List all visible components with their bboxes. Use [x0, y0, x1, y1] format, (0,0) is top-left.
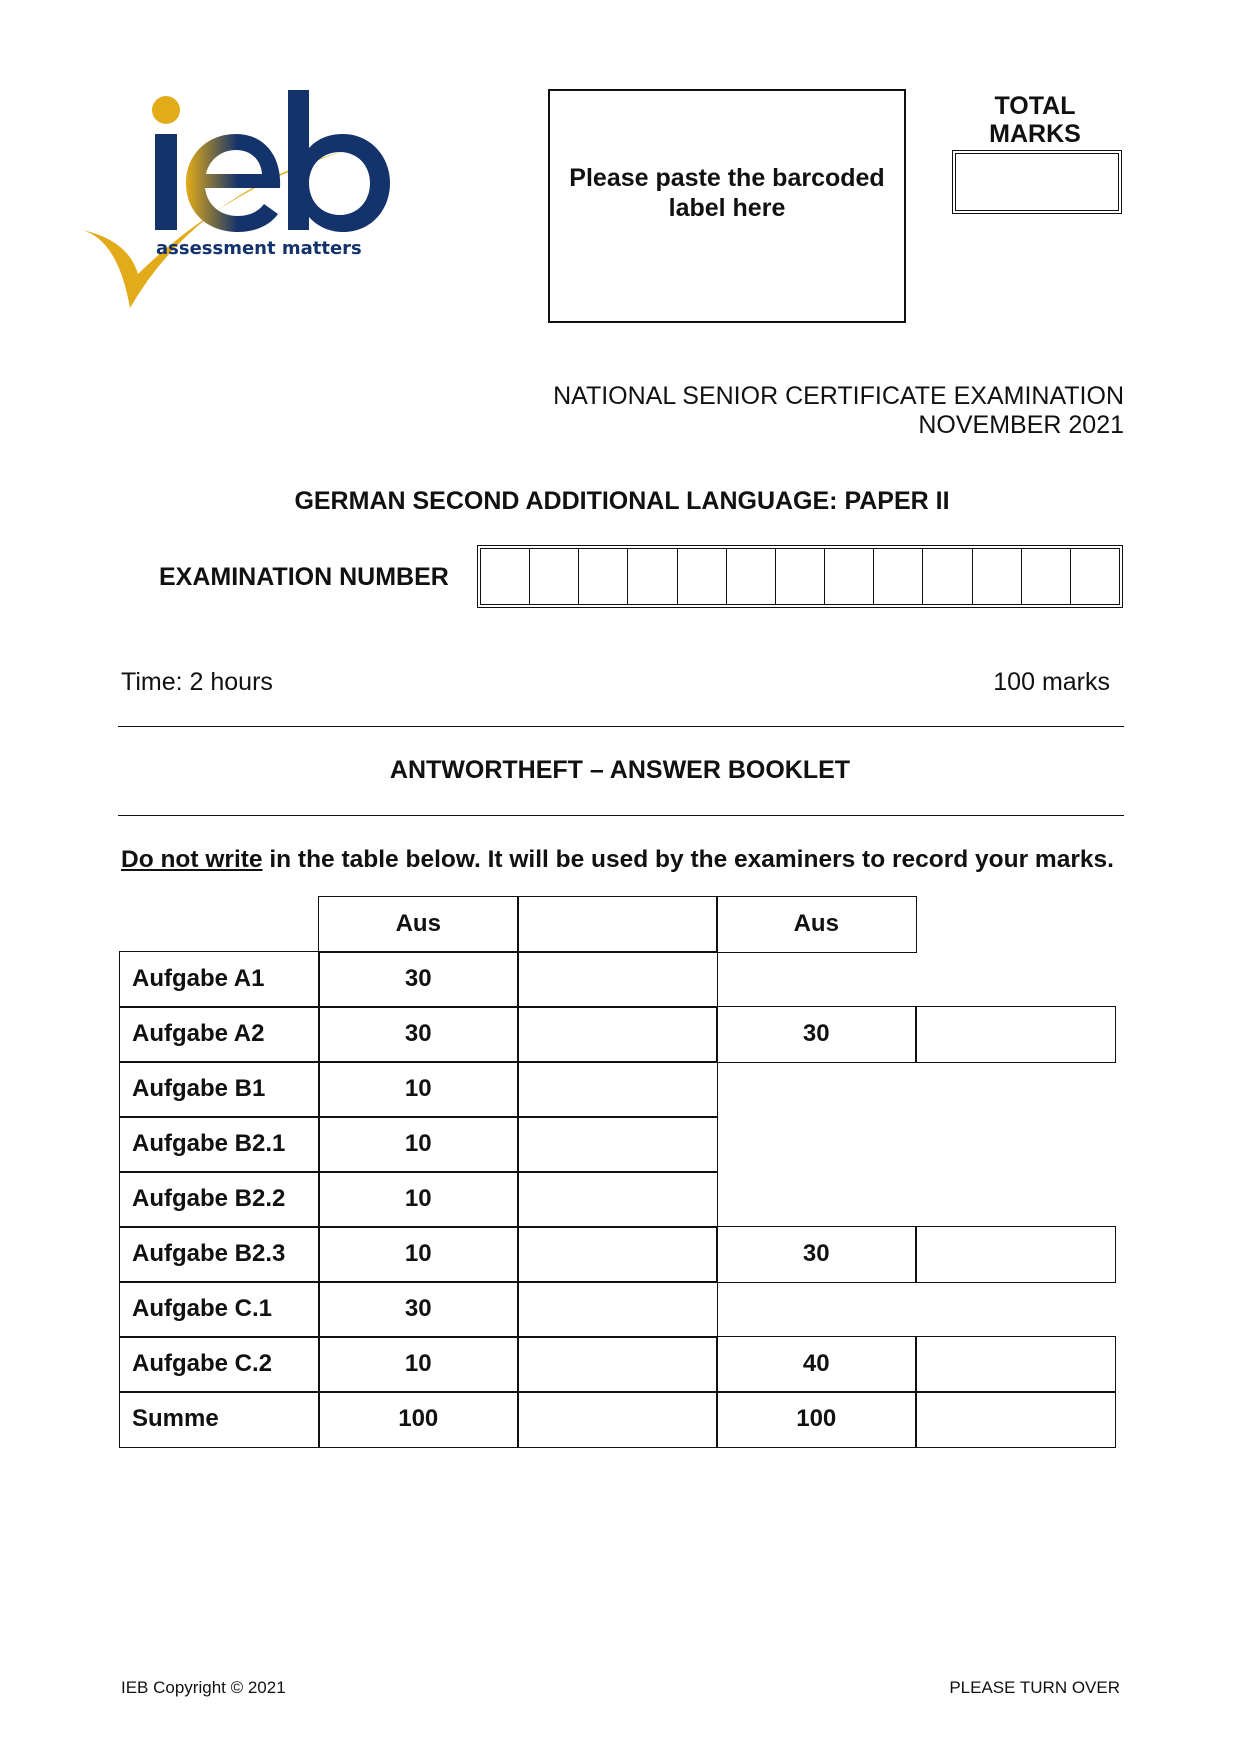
- task-label: Summe: [119, 1391, 320, 1448]
- task-label: Aufgabe B2.3: [119, 1226, 320, 1283]
- section-max-marks: 100: [716, 1391, 917, 1448]
- task-label: Aufgabe A1: [119, 951, 320, 1008]
- i-dot-icon: [152, 96, 180, 124]
- instruction-emphasis: Do not write: [121, 846, 263, 873]
- exam-number-digit-box[interactable]: [1022, 549, 1071, 604]
- task-max-marks: 10: [318, 1226, 519, 1283]
- exam-number-digit-box[interactable]: [1071, 549, 1119, 604]
- task-max-marks: 30: [318, 951, 519, 1008]
- section-marks-entry[interactable]: [915, 1226, 1116, 1283]
- section-marks-entry[interactable]: [915, 1391, 1116, 1448]
- exam-title-line1: NATIONAL SENIOR CERTIFICATE EXAMINATION: [553, 382, 1124, 410]
- total-marks-label-line1: TOTAL: [994, 92, 1076, 120]
- section-marks-entry[interactable]: [915, 1336, 1116, 1393]
- footer-turn-over: PLEASE TURN OVER: [949, 1678, 1120, 1697]
- aus-header: Aus: [318, 896, 519, 953]
- exam-time: Time: 2 hours: [121, 668, 273, 696]
- exam-number-digit-box[interactable]: [481, 549, 530, 604]
- task-max-marks: 10: [318, 1171, 519, 1228]
- section-aus-header: Aus: [716, 896, 917, 953]
- task-max-marks: 10: [318, 1336, 519, 1393]
- booklet-title: ANTWORTHEFT – ANSWER BOOKLET: [389, 756, 851, 784]
- section-max-marks: 40: [716, 1336, 917, 1393]
- task-max-marks: 30: [318, 1006, 519, 1063]
- barcode-label-box: [548, 89, 906, 323]
- ieb-logo: [78, 90, 438, 320]
- task-marks-entry[interactable]: [517, 1281, 718, 1338]
- barcode-instruction: Please paste the barcoded label here: [569, 164, 885, 222]
- exam-number-digit-box[interactable]: [874, 549, 923, 604]
- exam-number-digit-box[interactable]: [825, 549, 874, 604]
- section-max-marks: 30: [716, 1226, 917, 1283]
- subject-title: GERMAN SECOND ADDITIONAL LANGUAGE: PAPER II: [294, 487, 950, 515]
- exam-total-marks: 100 marks: [993, 668, 1110, 696]
- task-marks-entry[interactable]: [517, 1171, 718, 1228]
- task-max-marks: 10: [318, 1116, 519, 1173]
- task-label: Aufgabe B2.1: [119, 1116, 320, 1173]
- exam-date: NOVEMBER 2021: [918, 411, 1124, 439]
- exam-number-digit-box[interactable]: [727, 549, 776, 604]
- exam-number-label: EXAMINATION NUMBER: [159, 563, 449, 591]
- task-marks-entry[interactable]: [517, 951, 718, 1008]
- task-marks-entry[interactable]: [517, 1061, 718, 1118]
- footer-copyright: IEB Copyright © 2021: [121, 1678, 286, 1697]
- task-label: Aufgabe B2.2: [119, 1171, 320, 1228]
- ieb-logo-graphic: [78, 90, 438, 320]
- task-max-marks: 100: [318, 1391, 519, 1448]
- task-marks-entry[interactable]: [517, 1006, 718, 1063]
- exam-number-digit-box[interactable]: [579, 549, 628, 604]
- exam-number-digit-box[interactable]: [678, 549, 727, 604]
- task-marks-entry[interactable]: [517, 1226, 718, 1283]
- exam-title: [553, 382, 1124, 440]
- task-label: Aufgabe C.2: [119, 1336, 320, 1393]
- exam-number-digit-box[interactable]: [923, 549, 972, 604]
- total-marks-box[interactable]: [952, 150, 1122, 214]
- table-instruction: [121, 846, 1114, 874]
- total-marks-label-line2: MARKS: [989, 120, 1081, 148]
- exam-number-digit-box[interactable]: [973, 549, 1022, 604]
- logo-tagline: assessment matters: [156, 238, 362, 259]
- marks-header-blank: [517, 896, 718, 953]
- task-marks-entry[interactable]: [517, 1336, 718, 1393]
- section-marks-entry[interactable]: [915, 1006, 1116, 1063]
- instruction-text: in the table below. It will be used by the examiners to record your marks.: [262, 846, 1114, 873]
- task-label: Aufgabe A2: [119, 1006, 320, 1063]
- divider-top: [118, 726, 1124, 727]
- task-marks-entry[interactable]: [517, 1116, 718, 1173]
- task-max-marks: 10: [318, 1061, 519, 1118]
- task-marks-entry[interactable]: [517, 1391, 718, 1448]
- exam-number-grid: [477, 545, 1123, 608]
- task-label: Aufgabe B1: [119, 1061, 320, 1118]
- exam-number-digit-box[interactable]: [776, 549, 825, 604]
- exam-number-digit-box[interactable]: [530, 549, 579, 604]
- divider-bottom: [118, 815, 1124, 816]
- exam-number-digit-box[interactable]: [628, 549, 677, 604]
- section-max-marks: 30: [716, 1006, 917, 1063]
- task-max-marks: 30: [318, 1281, 519, 1338]
- task-label: Aufgabe C.1: [119, 1281, 320, 1338]
- total-marks-label: [950, 92, 1120, 148]
